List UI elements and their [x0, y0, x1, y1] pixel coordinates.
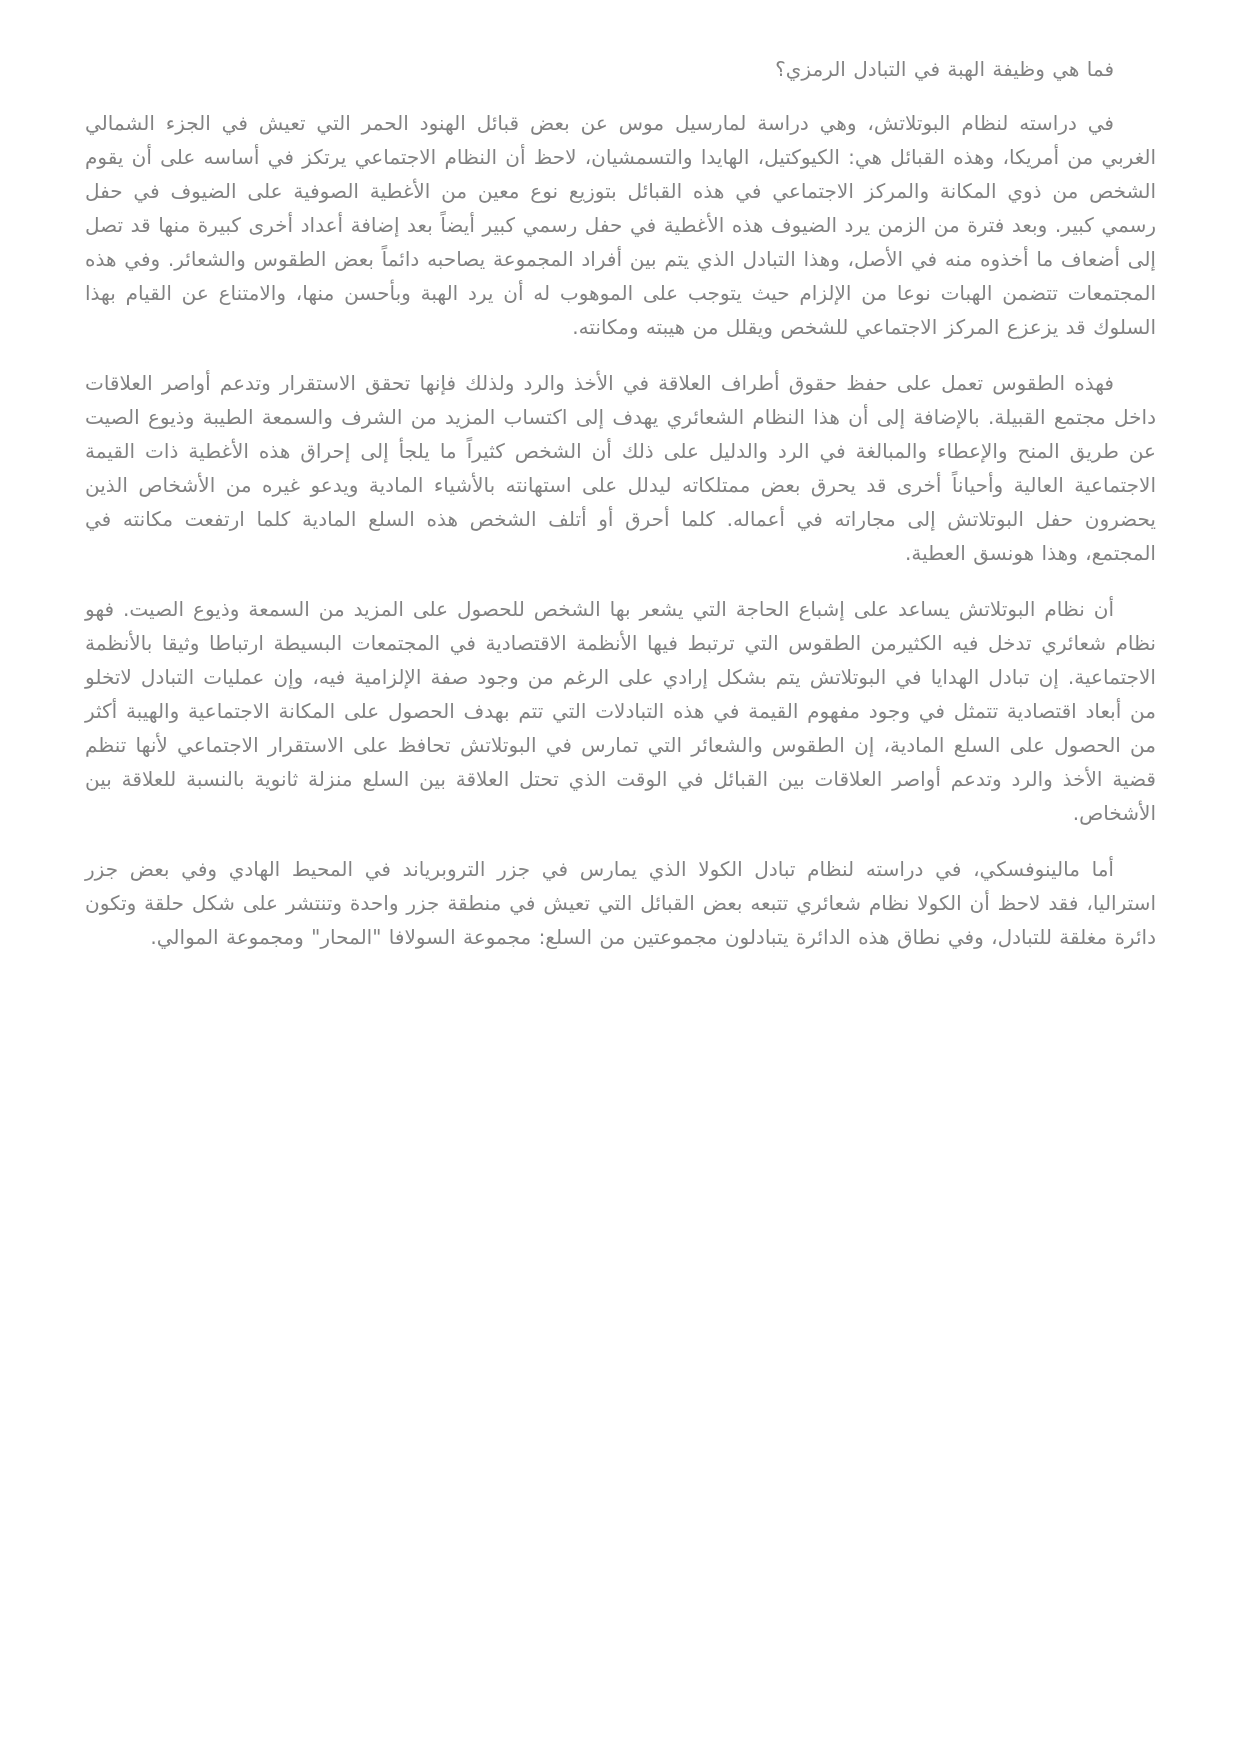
paragraph-potlatch-intro: في دراسته لنظام البوتلاتش، وهي دراسة لمارسيل موس عن بعض قبائل الهنود الحمر التي تعيش في الجزء الشمالي الغربي من أمريكا، وهذه القبائل هي: الكيوكتيل، الهايدا والتسمشيان، لاحظ أن النظام الاجتماعي يرتكز في أساسه على أن يقوم الشخص من ذوي المكانة والمركز الاجتماعي في هذه القبائل بتوزيع نوع معين من الأغطية الصوفية على الضيوف في حفل رسمي كبير. وبعد فترة من الزمن يرد الضيوف هذه الأغطية في حفل رسمي كبير أيضاً بعد إضافة أعداد أخرى كبيرة منها قد تصل إلى أضعاف ما أخذوه منه في الأصل، وهذا التبادل الذي يتم بين أفراد المجموعة يصاحبه دائماً بعض الطقوس والشعائر. وفي هذه المجتمعات تتضمن الهبات نوعا من الإلزام حيث يتوجب على الموهوب له أن يرد الهبة وبأحسن منها، والامتناع عن القيام بهذا السلوك قد يزعزع المركز الاجتماعي للشخص ويقلل من هيبته ومكانته.: [85, 111, 1156, 339]
paragraph-kula-malinowski: أما مالينوفسكي، في دراسته لنظام تبادل الكولا الذي يمارس في جزر التروبرياند في المحيط الهادي وفي بعض جزر استراليا، فقد لاحظ أن الكولا نظام شعائري تتبعه بعض القبائل التي تعيش في منطقة جزر واحدة وتنتشر على شكل حلقة وتكون دائرة مغلقة للتبادل، وفي نطاق هذه الدائرة يتبادلون مجموعتين من السلع: مجموعة السولافا "المحار" ومجموعة الموالي.: [85, 857, 1156, 949]
question-heading: فما هي وظيفة الهبة في التبادل الرمزي؟: [775, 57, 1114, 81]
paragraph-potlatch-analysis: أن نظام البوتلاتش يساعد على إشباع الحاجة التي يشعر بها الشخص للحصول على المزيد من السمعة وذيوع الصيت. فهو نظام شعائري تدخل فيه الكثيرمن الطقوس التي ترتبط فيها الأنظمة الاقتصادية في المجتمعات البسيطة ارتباطا وثيقا بالأنظمة الاجتماعية. إن تبادل الهدايا في البوتلاتش يتم بشكل إرادي على الرغم من وجود صفة الإلزامية فيه، وإن عمليات التبادل لاتخلو من أبعاد اقتصادية تتمثل في وجود مفهوم القيمة في هذه التبادلات التي تتم بهدف الحصول على المكانة الاجتماعية والهيبة أكثر من الحصول على السلع المادية، إن الطقوس والشعائر التي تمارس في البوتلاتش تحافظ على الاستقرار الاجتماعي لأنها تنظم قضية الأخذ والرد وتدعم أواصر العلاقات بين القبائل في الوقت الذي تحتل العلاقة بين السلع منزلة ثانوية بالنسبة للعلاقة بين الأشخاص.: [85, 597, 1156, 825]
paragraph-rituals-function: فهذه الطقوس تعمل على حفظ حقوق أطراف العلاقة في الأخذ والرد ولذلك فإنها تحقق الاستقرار وتدعم أواصر العلاقات داخل مجتمع القبيلة. بالإضافة إلى أن هذا النظام الشعائري يهدف إلى اكتساب المزيد من الشرف والسمعة الطيبة وذيوع الصيت عن طريق المنح والإعطاء والمبالغة في الرد والدليل على ذلك أن الشخص كثيراً ما يلجأ إلى إحراق هذه الأغطية ذات القيمة الاجتماعية العالية وأحياناً أخرى قد يحرق بعض ممتلكاته ليدلل على استهانته بالأشياء المادية ويدعو غيره من الأشخاص الذين يحضرون حفل البوتلاتش إلى مجاراته في أعماله. كلما أحرق أو أتلف الشخص هذه السلع المادية كلما ارتفعت مكانته في المجتمع، وهذا هونسق العطية.: [85, 371, 1156, 565]
